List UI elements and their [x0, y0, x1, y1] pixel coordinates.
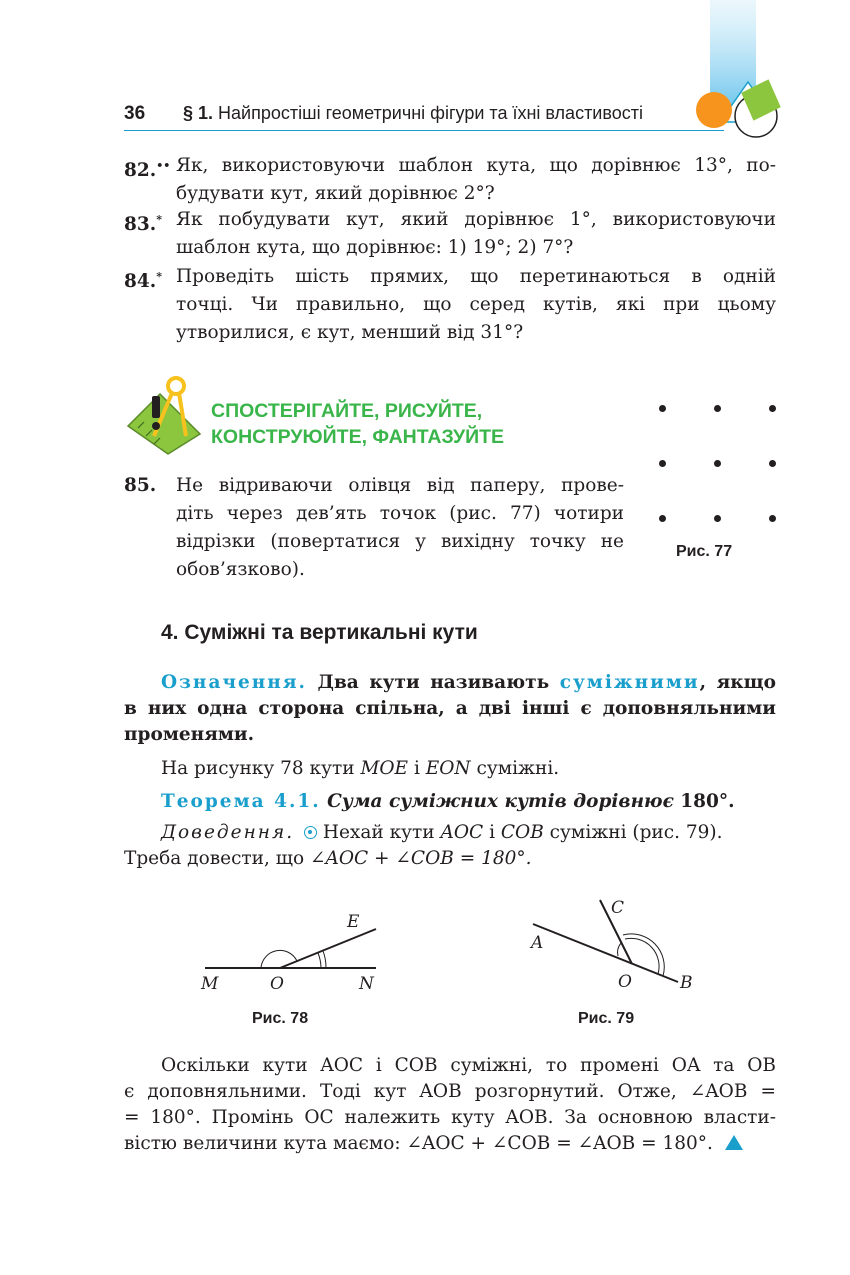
point-label-b: B	[680, 973, 693, 993]
grid-dot	[714, 515, 721, 522]
angle-arc-eon	[323, 951, 326, 968]
problem-number	[124, 206, 162, 239]
figure-78	[195, 905, 395, 1000]
angle-name: COB	[500, 822, 544, 843]
angle-arc-aoc	[618, 943, 621, 956]
end-of-proof-triangle-icon	[725, 1135, 743, 1150]
grid-dot	[714, 405, 721, 412]
angle-arc-cob	[623, 934, 664, 976]
proof-formula: ∠AOC + ∠COB = 180°.	[309, 848, 532, 869]
definition-label: Означення.	[161, 672, 307, 693]
definition	[124, 670, 776, 748]
example-text: суміжні.	[470, 758, 560, 779]
problem-line: обов’язково).	[176, 559, 305, 580]
figure-77-caption: Рис. 77	[676, 543, 733, 560]
grid-dot	[769, 515, 776, 522]
problem-number-text: 84.	[124, 271, 157, 293]
problem-number: 85.	[124, 475, 157, 496]
proof-text: суміжні (рис. 79).	[543, 822, 723, 843]
conclusion	[124, 1053, 776, 1157]
theorem	[161, 789, 735, 815]
figure-79	[520, 890, 710, 1000]
section-title: 4. Суміжні та вертикальні кути	[161, 621, 478, 644]
problem-line: Як, використовуючи шаблон кута, що дорівнює 13°, по-	[176, 155, 776, 176]
figure-79-caption: Рис. 79	[578, 1010, 635, 1027]
conclusion-line: Оскільки кути AOC і COB суміжні, то промені OA та OB	[161, 1055, 776, 1076]
problem-number-text: 83.	[124, 214, 157, 236]
theorem-text: Сума суміжних кутів дорівнює	[320, 791, 681, 812]
chapter-title-text: Найпростіші геометричні фігури та їхні властивості	[218, 103, 643, 123]
compass-ruler-icon	[124, 376, 206, 456]
conclusion-line: = 180°. Промінь OC належить куту AOB. За основною власти-	[124, 1107, 776, 1128]
problem-line: будувати кут, який дорівнює 2°?	[176, 183, 495, 204]
problem-number	[124, 152, 170, 185]
definition-text: Два кути називають	[306, 672, 560, 693]
angle-name: EON	[425, 758, 471, 779]
difficulty-marker: ••	[156, 159, 171, 172]
proof-text: Треба довести, що	[124, 848, 310, 869]
header-decoration	[690, 0, 790, 145]
problem-number-text: 82.	[124, 160, 157, 182]
proof-start-icon	[304, 826, 317, 839]
problem-line: відрізки (повертатися у вихідну точку не	[176, 531, 624, 552]
angle-name: MOE	[360, 758, 409, 779]
figure-78-caption: Рис. 78	[252, 1010, 309, 1027]
difficulty-marker: *	[156, 213, 162, 226]
example-text: На рисунку 78 кути	[161, 758, 361, 779]
theorem-label: Теорема 4.1.	[161, 791, 321, 812]
grid-dot	[659, 405, 666, 412]
page-number: 36	[124, 103, 146, 124]
angle-arc-moe	[261, 950, 297, 968]
proof-text: Нехай кути	[316, 822, 441, 843]
grid-dot	[714, 460, 721, 467]
example-text: і	[408, 758, 426, 779]
orange-circle-shape	[696, 92, 732, 128]
point-label-c: C	[611, 898, 625, 918]
problem-number	[124, 263, 162, 296]
difficulty-marker: *	[156, 270, 162, 283]
point-label-e: E	[347, 912, 360, 932]
proof	[124, 820, 776, 872]
problem-line: Як побудувати кут, який дорівнює 1°, використовуючи	[176, 209, 776, 230]
problem-line: шаблон кута, що дорівнює: 1) 19°; 2) 7°?	[176, 237, 574, 258]
section-mark: § 1.	[183, 103, 214, 123]
grid-dot	[659, 460, 666, 467]
definition-line: в них одна сторона спільна, а дві інші є доповняльними	[124, 698, 776, 719]
point-label-n: N	[359, 974, 374, 994]
banner-title-line2: КОНСТРУЮЙТЕ, ФАНТАЗУЙТЕ	[211, 426, 505, 448]
definition-text: , якщо	[699, 672, 777, 693]
problem-line: точці. Чи правильно, що серед кутів, які при цьому	[176, 294, 776, 315]
conclusion-line: є доповняльними. Тоді кут AOB розгорнутий. Отже, ∠AOB =	[124, 1081, 776, 1102]
header-rule	[124, 130, 724, 131]
definition-term: суміжними	[559, 672, 700, 693]
grid-dot	[769, 460, 776, 467]
angle-name: AOC	[440, 822, 484, 843]
proof-text: і	[483, 822, 501, 843]
problem-line: утворилися, є кут, менший від 31°?	[176, 322, 524, 343]
point-label-a: A	[531, 933, 544, 953]
ray-oe	[280, 929, 376, 968]
problem-line: Не відриваючи олівця від паперу, прове-	[176, 475, 624, 496]
conclusion-text: вістю величини кута маємо: ∠AOC + ∠COB = ∠AOB = 180°.	[124, 1133, 713, 1154]
example-sentence	[161, 756, 559, 782]
problem-line: діть через дев’ять точок (рис. 77) чотири	[176, 503, 624, 524]
definition-line: променями.	[124, 724, 255, 745]
angle-arc-eon	[318, 953, 321, 968]
point-label-o: O	[618, 972, 632, 992]
banner-title-line1: СПОСТЕРІГАЙТЕ, РИСУЙТЕ,	[211, 400, 483, 422]
proof-label: Доведення.	[161, 822, 295, 843]
point-label-m: M	[201, 974, 219, 994]
theorem-value: 180°.	[680, 791, 735, 812]
conclusion-line	[124, 1131, 776, 1157]
point-label-o: O	[270, 974, 284, 994]
grid-dot	[769, 405, 776, 412]
chapter-title	[183, 103, 643, 124]
grid-dot	[659, 515, 666, 522]
problem-line: Проведіть шість прямих, що перетинаються в одній	[176, 266, 776, 287]
